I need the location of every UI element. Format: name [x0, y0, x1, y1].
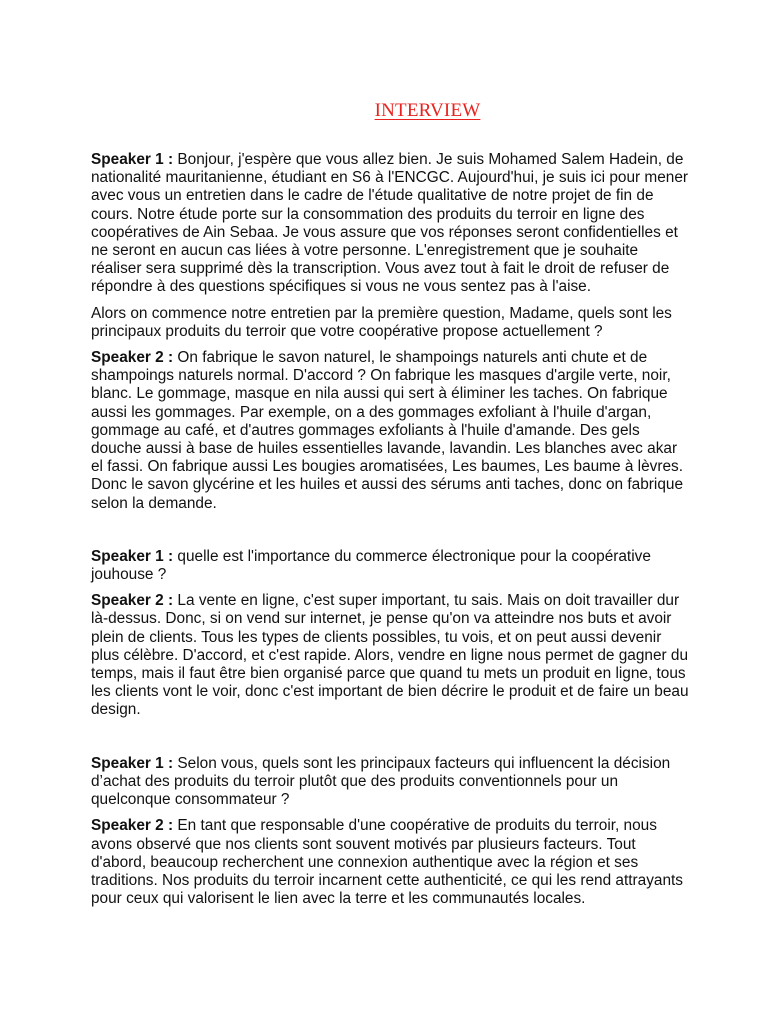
paragraph-2 [91, 305, 691, 341]
paragraph-text: quelle est l'importance du commerce électronique pour la coopérative jouhouse ? [91, 547, 651, 584]
paragraph-4 [91, 548, 691, 584]
speaker-label: Speaker 1 : [91, 151, 174, 168]
paragraph-6 [91, 755, 691, 810]
paragraph-text: Selon vous, quels sont les principaux facteurs qui influencent la décision d’achat des produits du terroir plutôt que des produits conventionnels pour un quelconque consommateur ? [91, 754, 671, 809]
speaker-label: Speaker 2 : [91, 817, 174, 835]
paragraph-text: Alors on commence notre entretien par la première question, Madame, quels sont les principaux produits du terroir que votre coopérative propose actuellement ? [91, 304, 672, 340]
paragraph-text: La vente en ligne, c'est super important, tu sais. Mais on doit travailler dur là-dessus. Donc, si on vend sur internet, je pense qu'on va atteindre nos buts et avoir plein de clients. Tous les types de clients possibles, tu vois, et on peut aussi devenir plus célèbre. D'accord, et c'est rapide. Alors, vendre en ligne nous permet de gagner du temps, mais il faut être bien organisé parce que quand tu mets un produit en ligne, tous les clients vont le voir, donc c'est important de bien décrire le produit et de faire un beau design. [91, 592, 689, 719]
paragraph-5 [91, 592, 691, 719]
paragraph-text: On fabrique le savon naturel, le shampoings naturels anti chute et de shampoings naturels normal. D'accord ? On fabrique les masques d'argile verte, noir, blanc. Le gommage, masque en nila aussi qui sert à éliminer les taches. On fabrique aussi les gommages. Par exemple, on a des gommages exfoliant à l'huile d'argan, gommage au café, et d'autres gommages exfoliants à l'huile d'amande. Des gels douche aussi à base de huiles essentielles lavande, lavandin. Les blanches avec akar el fassi. On fabrique aussi Les bougies aromatisées, Les baumes, Les baume à lèvres. Donc le savon glycérine et les huiles et aussi des sérums anti taches, donc on fabrique selon la demande. [91, 349, 684, 512]
speaker-label: Speaker 2 : [91, 592, 174, 610]
paragraph-text: En tant que responsable d'une coopérative de produits du terroir, nous avons observé que nos clients sont souvent motivés par plusieurs facteurs. Tout d'abord, beaucoup recherchent une connexion authentique avec la région et ses traditions. Nos produits du terroir incarnent cette authenticité, ce qui les rend attrayants pour ceux qui valorisent le lien avec la terre et les communautés locales. [91, 817, 683, 908]
speaker-label: Speaker 1 : [91, 754, 174, 772]
speaker-label: Speaker 1 : [91, 547, 174, 565]
paragraph-3 [91, 349, 691, 513]
speaker-label: Speaker 2 : [91, 349, 174, 367]
paragraph-text: Bonjour, j'espère que vous allez bien. Je suis Mohamed Salem Hadein, de nationalité mauritanienne, étudiant en S6 à l'ENCGC. Aujourd'hui, je suis ici pour mener avec vous un entretien dans le cadre de l'étude qualitative de notre projet de fin de cours. Notre étude porte sur la consommation des produits du terroir en ligne des coopératives de Ain Sebaa. Je vous assure que vos réponses seront confidentielles et ne seront en aucun cas liées à votre personne. L'enregistrement que je souhaite réaliser sera supprimé dès la transcription. Vous avez tout à fait le droit de refuser de répondre à des questions spécifiques si vous ne vous sentez pas à l'aise. [91, 151, 689, 296]
paragraph-1 [91, 151, 691, 297]
paragraph-7 [91, 817, 691, 908]
interview-transcript [91, 151, 691, 916]
document-title: INTERVIEW [374, 100, 481, 121]
